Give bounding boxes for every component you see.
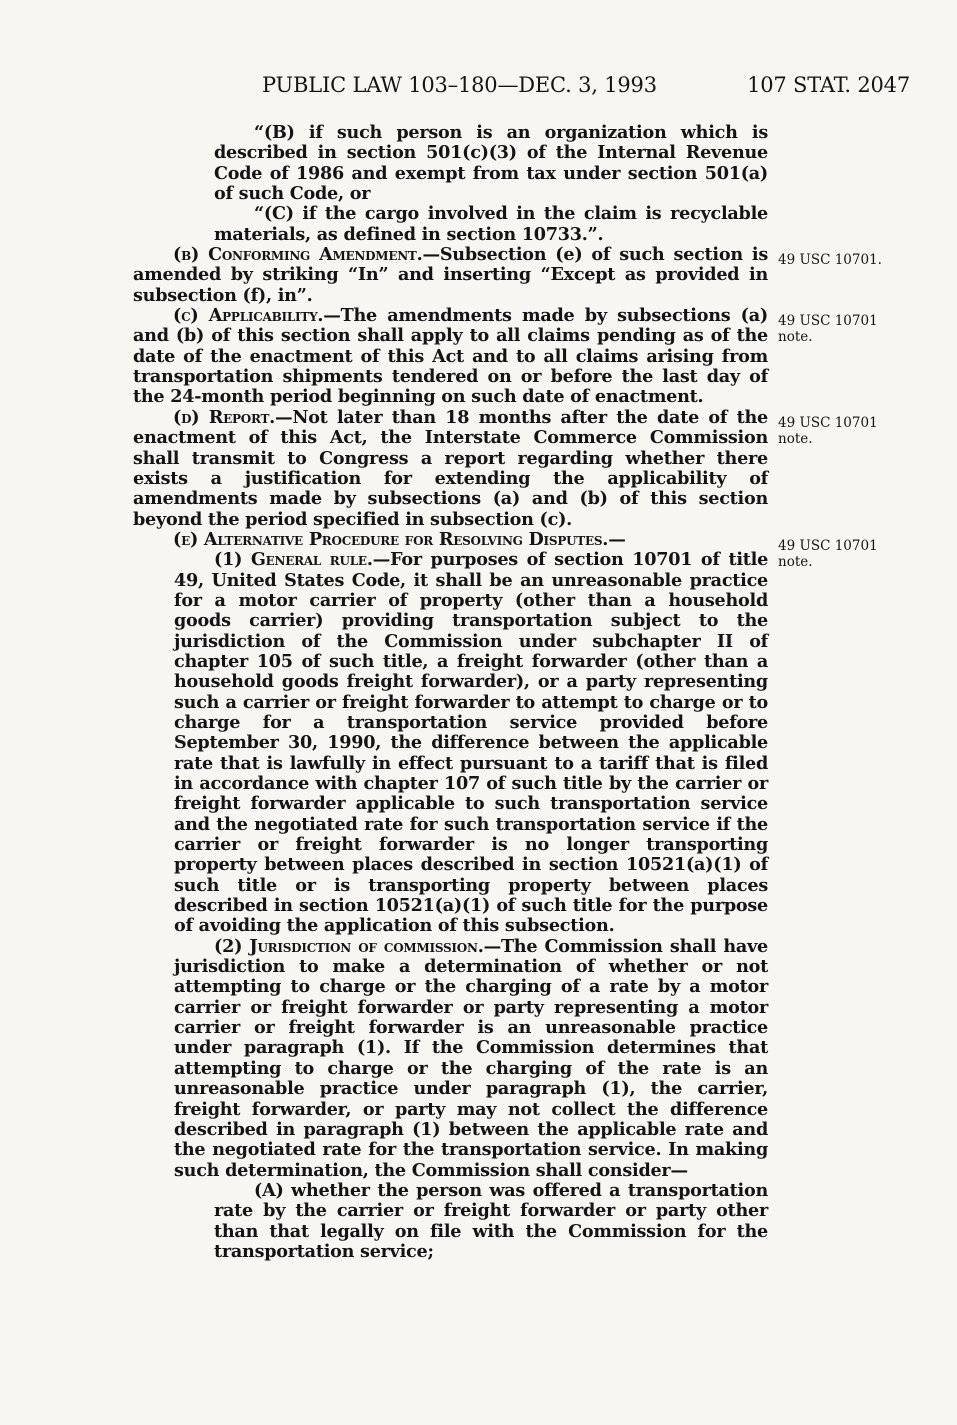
paragraph-b-organization: [133, 123, 768, 204]
paragraph-text: —The Commission shall have jurisdiction to make a determination of whether or not attempting to charge or the charging of a rate by a motor carrier or freight forwarder or party representing a motor carrier or freight forwarder is an unreasonable practice under paragraph (1). If the Commission determines that attempting to charge or the charging of the rate is an unreasonable practice under paragraph (1), the carrier, freight forwarder, or party may not collect the difference described in paragraph (1) between the applicable rate and the negotiated rate for the transportation service. In making such determination, the Commission shall consider—: [174, 935, 768, 1181]
paragraph-text: —The amendments made by subsections (a) and (b) of this section shall apply to all claims pending as of the date of the enactment of this Act and to all claims arising from transportation shipments tendered on or before the last day of the 24-month period beginning on such date of enactment.: [133, 305, 768, 408]
margin-note-line: note.: [778, 431, 813, 447]
paragraph-text: “(C) if the cargo involved in the claim is recyclable materials, as defined in section 10733.”.: [214, 203, 768, 245]
document-body: [133, 123, 768, 1262]
subsection-d-report: [133, 408, 768, 530]
paragraph-text: —: [608, 528, 626, 550]
paragraph-2-jurisdiction: [133, 937, 768, 1181]
margin-note: [778, 252, 918, 268]
paragraph-c-cargo: [133, 204, 768, 245]
margin-note-line: 49 USC 10701.: [778, 252, 882, 268]
header-statute-page: 107 STAT. 2047: [747, 73, 910, 97]
subsection-heading: (b) Conforming Amendment.: [173, 244, 423, 266]
subsection-heading: (c) Applicability.: [173, 305, 324, 327]
paragraph-1-general-rule: [133, 550, 768, 937]
margin-note: [778, 313, 918, 345]
subsection-b-conforming-amendment: [133, 245, 768, 306]
paragraph-text: (A) whether the person was offered a transportation rate by the carrier or freight forwarder or party other than that legally on file with the Commission for the transportation service;: [214, 1179, 768, 1262]
header-law-citation: PUBLIC LAW 103–180—DEC. 3, 1993: [262, 73, 657, 97]
paragraph-text: —Not later than 18 months after the date of the enactment of this Act, the Interstate Commerce Commission shall transmit to Congress a report regarding whether there exists a justification for extending the applicability of amendments made by subsections (a) and (b) of this section beyond the period specified in subsection (c).: [133, 406, 768, 530]
subsection-c-applicability: [133, 306, 768, 408]
margin-note-line: 49 USC 10701: [778, 538, 878, 554]
margin-note-line: note.: [778, 554, 813, 570]
paragraph-heading: (1) General rule.: [214, 549, 373, 571]
subsection-e-alternative-procedure: [133, 530, 768, 550]
margin-note-line: note.: [778, 329, 813, 345]
subparagraph-a-offered-rate: [133, 1181, 768, 1262]
subsection-heading: (d) Report.: [173, 406, 276, 428]
margin-note: [778, 538, 918, 570]
paragraph-text: “(B) if such person is an organization which is described in section 501(c)(3) of the Internal Revenue Code of 1986 and exempt from tax under section 501(a) of such Code, or: [214, 122, 768, 205]
margin-note: [778, 415, 918, 447]
margin-note-line: 49 USC 10701: [778, 415, 878, 431]
paragraph-text: —Subsection (e) of such section is amended by striking “In” and inserting “Except as provided in subsection (f), in”.: [133, 244, 768, 306]
paragraph-heading: (2) Jurisdiction of commission.: [214, 935, 484, 957]
margin-note-line: 49 USC 10701: [778, 313, 878, 329]
subsection-heading: (e) Alternative Procedure for Resolving Disputes.: [173, 528, 609, 550]
paragraph-text: —For purposes of section 10701 of title 49, United States Code, it shall be an unreasonable practice for a motor carrier of property (other than a household goods carrier) providing transportation subject to the jurisdiction of the Commission under subchapter II of chapter 105 of such title, a freight forwarder (other than a household goods freight forwarder), or a party representing such a carrier or freight forwarder to attempt to charge or to charge for a transportation service provided before September 30, 1990, the difference between the applicable rate that is lawfully in effect pursuant to a tariff that is filed in accordance with chapter 107 of such title by the carrier or freight forwarder applicable to such transportation service and the negotiated rate for such transportation service if the carrier or freight forwarder is no longer transporting property between places described in section 10521(a)(1) of such title or is transporting property between places described in section 10521(a)(1) of such title for the purpose of avoiding the application of this subsection.: [174, 549, 769, 937]
